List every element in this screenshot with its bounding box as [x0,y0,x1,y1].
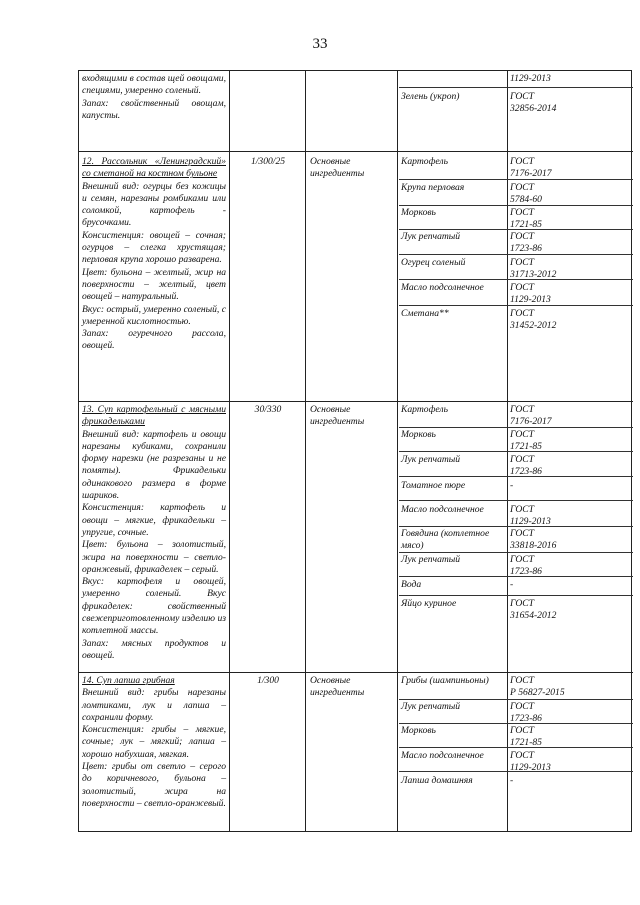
standard-cell [510,429,630,454]
standard-cell [510,182,630,207]
standard-text: 1129-2013 [510,762,551,774]
desc-line: входящими в состав щей овощами, специями, умеренно соленый. [82,73,226,97]
standard-cell [510,156,630,181]
standard-text: ГОСТ [510,701,534,712]
standard-text: 7176-2017 [510,168,552,180]
ingredient-name: Томатное пюре [401,480,466,491]
desc-line: Внешний вид: огурцы без кожицы и семян, нарезаны ромбиками или соломкой, картофель - брусочками. [82,180,226,229]
standard-text: ГОСТ [510,598,534,609]
standard-cell [510,775,630,787]
ingredient-divider [399,552,633,553]
ingredient-name: Картофель [401,404,448,415]
desc-line: Вкус: картофеля и овощей, умеренно соленый. Вкус фрикаделек: свойственный свежеприготовленному изделию из котлетной массы. [82,576,226,637]
standard-cell [510,528,630,553]
ingredient-divider [399,87,633,88]
standard-text: ГОСТ [510,156,534,167]
category-label: Основные ингредиенты [310,675,365,699]
desc-line: Внешний вид: картофель и овощи нарезаны кубиками, сохранили форму нарезки (не разрезаны и не помяты). Фрикадельки одинакового размера в форме шариков. [82,428,226,502]
standard-cell [510,91,630,116]
standard-cell [510,725,630,750]
ingredient-name: Огурец соленый [401,257,466,268]
desc-line: Внешний вид: грибы нарезаны ломтиками, лук и лапша – сохранили форму. [82,687,226,723]
ingredient-name: Говядина (котлетное мясо) [401,528,490,552]
standard-text: 1721-85 [510,441,542,453]
ingredient-divider [399,427,633,428]
standard-text: 1721-85 [510,737,542,749]
ingredient-name: Яйцо куриное [401,598,457,609]
standard-text: 33818-2016 [510,540,557,552]
standard-text: ГОСТ [510,182,534,193]
ingredient-name: Морковь [401,207,436,218]
ingredient-name: Вода [401,579,422,590]
standard-text: 1129-2013 [510,294,551,306]
ingredient-divider [399,279,633,280]
ingredient-divider [399,451,633,452]
ingredient-name: Масло подсолнечное [401,504,484,515]
standard-cell [510,701,630,726]
ingredient-name: Лук репчатый [401,231,461,242]
ingredient-divider [399,305,633,306]
ingredient-name: Картофель [401,156,448,167]
desc-line: Вкус: острый, умеренно соленый, с умеренной кислотностью. [82,303,226,327]
ingredient-name: Лапша домашняя [401,775,473,786]
ingredient-name: Морковь [401,725,436,736]
standard-text: 1721-85 [510,219,542,231]
ingredient-divider [399,576,633,577]
standard-cell [510,504,630,529]
standard-cell [510,579,630,591]
desc-line: Цвет: бульона – желтый, жир на поверхности – желтый, цвет овощей – натуральный. [82,266,226,303]
standard-cell [510,454,630,479]
ingredient-name: Лук репчатый [401,701,461,712]
standard-text: ГОСТ [510,675,534,686]
yield-value: 30/330 [254,404,282,415]
ingredient-divider [399,526,633,527]
dish-description [82,156,226,353]
ingredient-divider [399,747,633,748]
standard-cell [510,282,630,307]
ingredient-divider [399,595,633,596]
standard-text: ГОСТ [510,554,534,565]
desc-line: Запах: мясных продуктов и овощей. [82,637,226,661]
category-label: Основные ингредиенты [310,404,365,428]
dish-description [82,73,226,122]
ingredient-name: Крупа перловая [401,182,465,193]
standard-text: ГОСТ [510,207,534,218]
standard-text: - [510,775,514,786]
standard-text: ГОСТ [510,504,534,515]
standard-text: - [510,480,514,491]
desc-line: Консистенция: овощей – сочная; огурцов – слегка хрустящая; перловая крупа хорошо разварена. [82,229,226,266]
ingredient-name: Зелень (укроп) [401,91,460,102]
category-label: Основные ингредиенты [310,156,365,180]
standard-text: ГОСТ [510,528,534,539]
desc-line: Консистенция: картофель и овощи – мягкие, фрикадельки – упругие, сочные. [82,502,226,538]
standard-cell [510,404,630,429]
col-divider [229,71,230,831]
standard-text: 31654-2012 [510,610,557,622]
ingredient-divider [399,723,633,724]
ingredient-name: Лук репчатый [401,454,461,465]
desc-line: Запах: свойственный овощам, капусты. [82,97,226,121]
standard-text: 5784-60 [510,194,542,206]
standard-text: 1723-86 [510,713,542,725]
dish-title: 13. Суп картофельный с мясными фрикадельками [82,404,226,428]
standard-cell [510,73,630,85]
ingredient-name: Масло подсолнечное [401,750,484,761]
col-divider [397,71,398,831]
standard-text: ГОСТ [510,404,534,415]
standard-text: ГОСТ [510,257,534,268]
standard-text: 31713-2012 [510,269,557,281]
standard-text: ГОСТ [510,725,534,736]
ingredient-divider [399,476,633,477]
ingredient-divider [399,229,633,230]
ingredient-name: Масло подсолнечное [401,282,484,293]
standard-text: 1129-2013 [510,73,551,84]
dish-title: 14. Суп лапша грибная [82,675,175,686]
dish-description [82,675,226,810]
recipe-table [78,70,632,832]
standard-cell [510,480,630,492]
standard-cell [510,675,630,700]
standard-cell [510,598,630,623]
standard-text: 31452-2012 [510,320,557,332]
ingredient-divider [399,254,633,255]
standard-text: 7176-2017 [510,416,552,428]
standard-text: 1129-2013 [510,516,551,528]
desc-line: Цвет: бульона – золотистый, жира на поверхности – светло-оранжевый, фрикаделек – серый. [82,539,226,575]
standard-text: ГОСТ [510,282,534,293]
standard-text: ГОСТ [510,308,534,319]
standard-text: - [510,579,514,590]
yield-value: 1/300/25 [250,156,286,167]
standard-text: ГОСТ [510,91,534,102]
standard-text: ГОСТ [510,231,534,242]
ingredient-divider [399,500,633,501]
col-divider [305,71,306,831]
standard-cell [510,554,630,579]
ingredient-divider [399,205,633,206]
desc-line: Консистенция: грибы – мягкие, сочные; лук – мягкий; лапша – хорошо набухшая, мягкая. [82,724,226,760]
standard-text: 1723-86 [510,566,542,578]
ingredient-divider [399,771,633,772]
standard-text: 1723-86 [510,466,542,478]
ingredient-name: Морковь [401,429,436,440]
yield-value: 1/300 [257,675,279,686]
page-number: 33 [312,36,328,52]
ingredient-divider [399,699,633,700]
row-divider [79,151,633,152]
desc-line: Запах: огуречного рассола, овощей. [82,328,226,352]
row-divider [79,672,633,673]
standard-cell [510,308,630,333]
ingredient-divider [399,179,633,180]
dish-description [82,404,226,662]
standard-text: ГОСТ [510,454,534,465]
dish-title: 12. Рассольник «Ленинградский» со сметаной на костном бульоне [82,156,226,180]
standard-text: Р 56827-2015 [510,687,565,699]
standard-cell [510,257,630,282]
ingredient-name: Грибы (шампиньоны) [401,675,489,686]
standard-text: ГОСТ [510,750,534,761]
row-divider [79,401,633,402]
desc-line: Цвет: грибы от светло – серого до коричневого, бульона – золотистый, жира на поверхности – светло-оранжевый. [82,761,226,809]
ingredient-name: Сметана** [401,308,449,319]
standard-text: 32856-2014 [510,103,557,115]
standard-cell [510,207,630,232]
standard-text: ГОСТ [510,429,534,440]
ingredient-name: Лук репчатый [401,554,461,565]
standard-text: 1723-86 [510,243,542,255]
standard-cell [510,231,630,256]
